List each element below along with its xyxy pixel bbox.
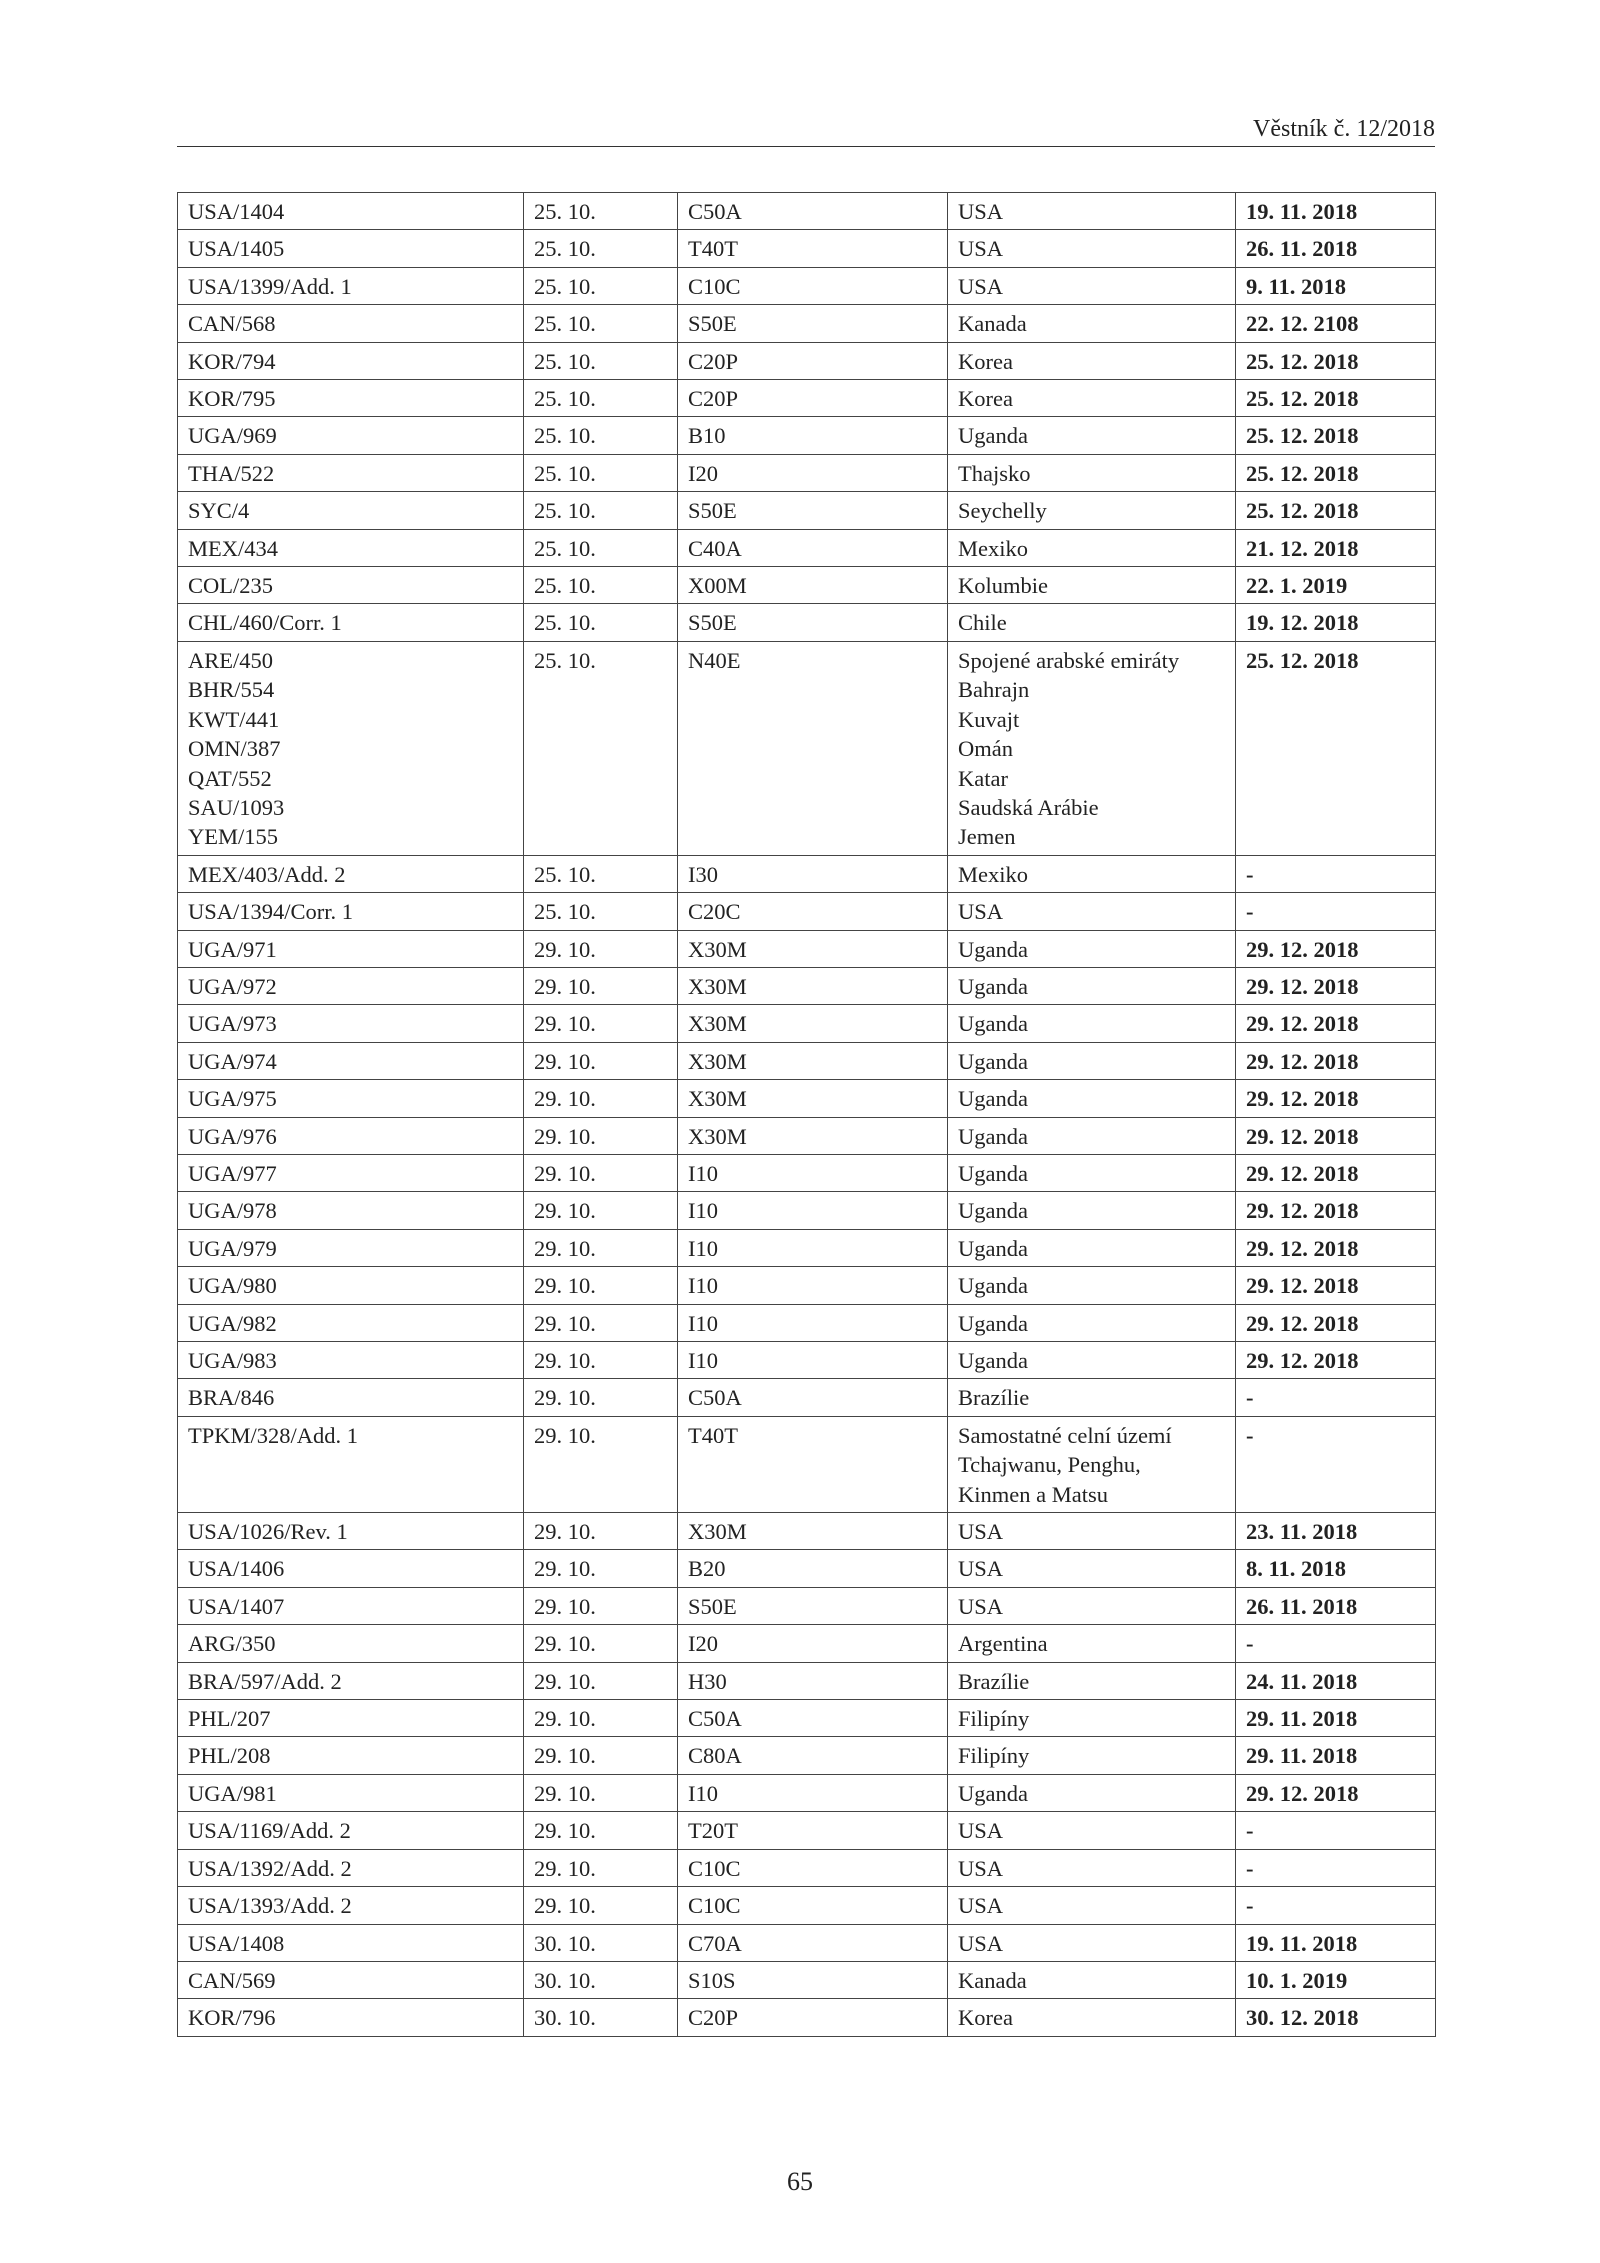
cell-country-line: Kinmen a Matsu [958,1481,1108,1507]
cell-document: CAN/568 [178,305,524,342]
cell-deadline: 30. 12. 2018 [1236,1999,1436,2036]
cell-deadline: 29. 12. 2018 [1236,930,1436,967]
table-row [178,1625,1436,1662]
cell-date: 25. 10. [524,342,678,379]
cell-document: UGA/973 [178,1005,524,1042]
table-row [178,1999,1436,2036]
header-title: Věstník č. 12/2018 [1253,116,1435,142]
notifications-table [177,192,1436,2037]
cell-country: Uganda [948,1267,1236,1304]
cell-document-line: SAU/1093 [188,794,285,820]
cell-date: 25. 10. [524,267,678,304]
cell-code: I10 [678,1267,948,1304]
cell-code: S50E [678,492,948,529]
cell-code: C20P [678,380,948,417]
cell-country: USA [948,193,1236,230]
table-row [178,1154,1436,1191]
cell-country: Chile [948,604,1236,641]
cell-deadline: 25. 12. 2018 [1236,417,1436,454]
cell-code: N40E [678,641,948,855]
cell-document: UGA/980 [178,1267,524,1304]
cell-deadline: 29. 12. 2018 [1236,1229,1436,1266]
cell-document: SYC/4 [178,492,524,529]
cell-document: BRA/597/Add. 2 [178,1662,524,1699]
cell-deadline: - [1236,855,1436,892]
cell-code: X30M [678,1005,948,1042]
cell-deadline: 21. 12. 2018 [1236,529,1436,566]
cell-code: C50A [678,1379,948,1416]
cell-date: 29. 10. [524,1117,678,1154]
table-row [178,1192,1436,1229]
cell-code: X30M [678,1080,948,1117]
cell-country-line: Bahrajn [958,677,1030,703]
table-row [178,641,1436,855]
cell-date: 30. 10. [524,1999,678,2036]
table-row [178,893,1436,930]
cell-deadline: 8. 11. 2018 [1236,1550,1436,1587]
cell-country-line: Jemen [958,824,1016,850]
cell-country: Kanada [948,305,1236,342]
table-row [178,1849,1436,1886]
cell-date: 25. 10. [524,529,678,566]
cell-date: 29. 10. [524,1513,678,1550]
cell-country: USA [948,267,1236,304]
cell-date: 29. 10. [524,1304,678,1341]
cell-code: C80A [678,1737,948,1774]
cell-date: 25. 10. [524,604,678,641]
cell-date: 29. 10. [524,1774,678,1811]
cell-document: USA/1393/Add. 2 [178,1887,524,1924]
cell-country: Seychelly [948,492,1236,529]
cell-document-line: YEM/155 [188,824,278,850]
cell-deadline: - [1236,1812,1436,1849]
cell-deadline: 25. 12. 2018 [1236,454,1436,491]
cell-deadline: 29. 11. 2018 [1236,1737,1436,1774]
cell-country: Korea [948,380,1236,417]
cell-deadline: - [1236,1887,1436,1924]
cell-code: C20P [678,342,948,379]
cell-country: USA [948,1550,1236,1587]
cell-document-line: OMN/387 [188,736,281,762]
cell-document: UGA/972 [178,967,524,1004]
cell-code: I10 [678,1304,948,1341]
cell-country: Filipíny [948,1737,1236,1774]
cell-code: C20C [678,893,948,930]
cell-code: I10 [678,1774,948,1811]
cell-code: X30M [678,1117,948,1154]
cell-code: X30M [678,930,948,967]
cell-date: 29. 10. [524,1080,678,1117]
cell-code: C10C [678,1887,948,1924]
cell-date: 25. 10. [524,492,678,529]
cell-date: 30. 10. [524,1961,678,1998]
cell-country-line: Omán [958,736,1013,762]
table-row [178,454,1436,491]
cell-document: UGA/983 [178,1342,524,1379]
cell-country: Uganda [948,1192,1236,1229]
cell-date: 29. 10. [524,1887,678,1924]
cell-deadline: 29. 12. 2018 [1236,1117,1436,1154]
cell-deadline: 29. 12. 2018 [1236,1005,1436,1042]
table-row [178,492,1436,529]
cell-country-line: Kuvajt [958,706,1020,732]
cell-deadline: - [1236,1416,1436,1512]
cell-document: USA/1399/Add. 1 [178,267,524,304]
cell-country: Uganda [948,1304,1236,1341]
table-row [178,305,1436,342]
cell-country: USA [948,1587,1236,1624]
cell-date: 29. 10. [524,1849,678,1886]
cell-document [178,641,524,855]
table-row [178,1887,1436,1924]
cell-deadline: 22. 12. 2108 [1236,305,1436,342]
table-row [178,1513,1436,1550]
cell-code: I20 [678,454,948,491]
cell-code: H30 [678,1662,948,1699]
cell-document: THA/522 [178,454,524,491]
cell-deadline: 19. 11. 2018 [1236,1924,1436,1961]
table-row [178,267,1436,304]
cell-document: KOR/794 [178,342,524,379]
cell-document: USA/1394/Corr. 1 [178,893,524,930]
cell-deadline: 29. 12. 2018 [1236,1042,1436,1079]
cell-country-line: Spojené arabské emiráty [958,647,1180,673]
cell-country: USA [948,230,1236,267]
cell-deadline: 25. 12. 2018 [1236,342,1436,379]
cell-deadline: 23. 11. 2018 [1236,1513,1436,1550]
cell-country: Thajsko [948,454,1236,491]
table-row [178,855,1436,892]
cell-date: 25. 10. [524,641,678,855]
cell-document: USA/1406 [178,1550,524,1587]
table-row [178,1416,1436,1512]
cell-document-line: QAT/552 [188,765,272,791]
cell-country: Uganda [948,1005,1236,1042]
cell-deadline: 19. 12. 2018 [1236,604,1436,641]
cell-code: T40T [678,1416,948,1512]
cell-date: 25. 10. [524,305,678,342]
cell-document: UGA/974 [178,1042,524,1079]
cell-code: C10C [678,1849,948,1886]
cell-deadline: 29. 12. 2018 [1236,1192,1436,1229]
cell-document: USA/1392/Add. 2 [178,1849,524,1886]
cell-document: KOR/795 [178,380,524,417]
cell-deadline: 29. 12. 2018 [1236,1774,1436,1811]
table-row [178,1342,1436,1379]
cell-country: USA [948,1513,1236,1550]
cell-date: 25. 10. [524,380,678,417]
cell-document: USA/1407 [178,1587,524,1624]
table-row [178,1812,1436,1849]
cell-date: 25. 10. [524,193,678,230]
cell-country-line: Katar [958,765,1008,791]
cell-code: I30 [678,855,948,892]
cell-country: Uganda [948,967,1236,1004]
cell-date: 29. 10. [524,1587,678,1624]
table-row [178,417,1436,454]
table-row [178,1774,1436,1811]
cell-country: Uganda [948,1774,1236,1811]
cell-country [948,641,1236,855]
cell-date: 29. 10. [524,1662,678,1699]
cell-document: UGA/981 [178,1774,524,1811]
cell-deadline: - [1236,1379,1436,1416]
cell-document: UGA/982 [178,1304,524,1341]
cell-country: Kanada [948,1961,1236,1998]
cell-date: 29. 10. [524,967,678,1004]
cell-date: 25. 10. [524,417,678,454]
cell-code: C50A [678,193,948,230]
cell-date: 25. 10. [524,893,678,930]
cell-country: Kolumbie [948,567,1236,604]
cell-document: USA/1408 [178,1924,524,1961]
table-row [178,1700,1436,1737]
cell-country: Uganda [948,417,1236,454]
cell-document: UGA/971 [178,930,524,967]
cell-code: X00M [678,567,948,604]
table-row [178,1550,1436,1587]
table-row [178,1587,1436,1624]
cell-deadline: 29. 12. 2018 [1236,1154,1436,1191]
cell-date: 29. 10. [524,1192,678,1229]
cell-date: 29. 10. [524,1625,678,1662]
cell-code: C50A [678,1700,948,1737]
cell-document: USA/1405 [178,230,524,267]
cell-code: B10 [678,417,948,454]
cell-code: S50E [678,604,948,641]
cell-code: I10 [678,1154,948,1191]
table-row [178,1229,1436,1266]
table-row [178,567,1436,604]
cell-code: B20 [678,1550,948,1587]
table-row [178,1080,1436,1117]
cell-date: 29. 10. [524,1005,678,1042]
cell-deadline: 29. 12. 2018 [1236,1304,1436,1341]
cell-country: Uganda [948,1229,1236,1266]
cell-document: UGA/978 [178,1192,524,1229]
cell-document: USA/1404 [178,193,524,230]
cell-document: COL/235 [178,567,524,604]
cell-document: TPKM/328/Add. 1 [178,1416,524,1512]
cell-country-line: Samostatné celní území [958,1422,1172,1448]
cell-country: Uganda [948,1117,1236,1154]
table-row [178,1961,1436,1998]
cell-country-line: Saudská Arábie [958,794,1099,820]
cell-code: I10 [678,1192,948,1229]
cell-country: Uganda [948,1154,1236,1191]
cell-code: T40T [678,230,948,267]
cell-date: 29. 10. [524,1416,678,1512]
table-row [178,1117,1436,1154]
cell-document: UGA/977 [178,1154,524,1191]
cell-country: Mexiko [948,855,1236,892]
table-row [178,1662,1436,1699]
cell-date: 25. 10. [524,567,678,604]
table-row [178,1042,1436,1079]
cell-deadline: 26. 11. 2018 [1236,1587,1436,1624]
table-row [178,1267,1436,1304]
cell-document: UGA/976 [178,1117,524,1154]
cell-country: Korea [948,342,1236,379]
cell-date: 29. 10. [524,1267,678,1304]
cell-code: X30M [678,1042,948,1079]
cell-country: Argentina [948,1625,1236,1662]
table-row [178,529,1436,566]
cell-deadline: 29. 12. 2018 [1236,1342,1436,1379]
cell-document: UGA/979 [178,1229,524,1266]
cell-country: USA [948,1812,1236,1849]
cell-date: 29. 10. [524,1737,678,1774]
cell-country: USA [948,1849,1236,1886]
cell-code: S50E [678,305,948,342]
cell-document-line: ARE/450 [188,647,274,673]
table-row [178,193,1436,230]
table-row [178,1379,1436,1416]
cell-date: 30. 10. [524,1924,678,1961]
cell-code: X30M [678,1513,948,1550]
cell-date: 29. 10. [524,1042,678,1079]
table-row [178,342,1436,379]
cell-date: 25. 10. [524,454,678,491]
cell-code: X30M [678,967,948,1004]
cell-deadline: 10. 1. 2019 [1236,1961,1436,1998]
cell-code: C20P [678,1999,948,2036]
cell-date: 29. 10. [524,930,678,967]
cell-deadline: 29. 12. 2018 [1236,1267,1436,1304]
table-row [178,1005,1436,1042]
cell-document: CAN/569 [178,1961,524,1998]
cell-deadline: - [1236,1849,1436,1886]
cell-country: Filipíny [948,1700,1236,1737]
cell-document: MEX/434 [178,529,524,566]
cell-country: USA [948,1924,1236,1961]
cell-document: UGA/975 [178,1080,524,1117]
cell-document: UGA/969 [178,417,524,454]
table-body [178,193,1436,2037]
cell-document: MEX/403/Add. 2 [178,855,524,892]
cell-country: Brazílie [948,1662,1236,1699]
cell-code: I10 [678,1342,948,1379]
cell-deadline: - [1236,1625,1436,1662]
cell-country-line: Tchajwanu, Penghu, [958,1452,1141,1478]
cell-deadline: 29. 12. 2018 [1236,1080,1436,1117]
cell-deadline: 25. 12. 2018 [1236,492,1436,529]
cell-code: S10S [678,1961,948,1998]
cell-country: Korea [948,1999,1236,2036]
cell-document: USA/1026/Rev. 1 [178,1513,524,1550]
cell-deadline: 22. 1. 2019 [1236,567,1436,604]
table-row [178,230,1436,267]
cell-country: USA [948,1887,1236,1924]
page-header [177,112,1435,147]
cell-country [948,1416,1236,1512]
cell-country: Brazílie [948,1379,1236,1416]
cell-deadline: 29. 12. 2018 [1236,967,1436,1004]
table-row [178,1737,1436,1774]
page-number: 65 [787,2167,813,2196]
table-row [178,967,1436,1004]
table-row [178,1304,1436,1341]
cell-code: I10 [678,1229,948,1266]
cell-deadline: 25. 12. 2018 [1236,380,1436,417]
cell-code: C40A [678,529,948,566]
cell-date: 29. 10. [524,1229,678,1266]
table-row [178,1924,1436,1961]
cell-document: PHL/207 [178,1700,524,1737]
cell-document: CHL/460/Corr. 1 [178,604,524,641]
cell-code: C70A [678,1924,948,1961]
cell-country: USA [948,893,1236,930]
cell-date: 29. 10. [524,1379,678,1416]
cell-code: I20 [678,1625,948,1662]
cell-deadline: 19. 11. 2018 [1236,193,1436,230]
cell-date: 29. 10. [524,1154,678,1191]
cell-deadline: 25. 12. 2018 [1236,641,1436,855]
cell-document: BRA/846 [178,1379,524,1416]
cell-date: 29. 10. [524,1812,678,1849]
cell-country: Uganda [948,930,1236,967]
cell-date: 29. 10. [524,1342,678,1379]
cell-code: T20T [678,1812,948,1849]
cell-country: Mexiko [948,529,1236,566]
cell-date: 25. 10. [524,855,678,892]
cell-deadline: 29. 11. 2018 [1236,1700,1436,1737]
cell-document: KOR/796 [178,1999,524,2036]
table-row [178,604,1436,641]
cell-code: S50E [678,1587,948,1624]
cell-code: C10C [678,267,948,304]
cell-deadline: 9. 11. 2018 [1236,267,1436,304]
cell-deadline: - [1236,893,1436,930]
cell-document-line: BHR/554 [188,677,275,703]
cell-document: PHL/208 [178,1737,524,1774]
cell-document: USA/1169/Add. 2 [178,1812,524,1849]
cell-document-line: KWT/441 [188,706,280,732]
cell-document: ARG/350 [178,1625,524,1662]
cell-date: 29. 10. [524,1550,678,1587]
table-row [178,930,1436,967]
table-row [178,380,1436,417]
cell-deadline: 24. 11. 2018 [1236,1662,1436,1699]
cell-country: Uganda [948,1042,1236,1079]
cell-country: Uganda [948,1342,1236,1379]
cell-date: 25. 10. [524,230,678,267]
cell-country: Uganda [948,1080,1236,1117]
cell-date: 29. 10. [524,1700,678,1737]
cell-deadline: 26. 11. 2018 [1236,230,1436,267]
